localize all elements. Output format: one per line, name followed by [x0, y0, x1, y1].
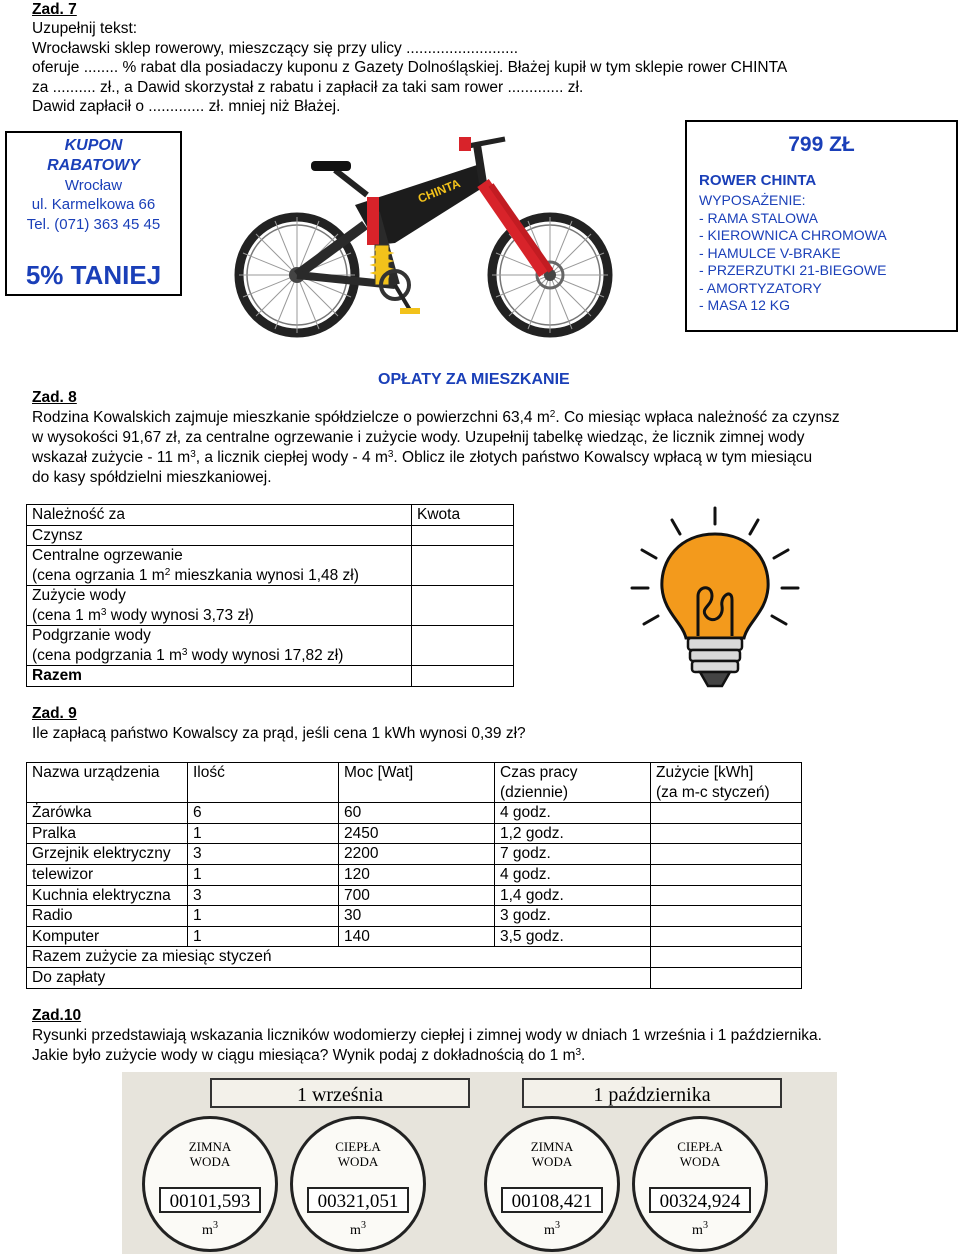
zad7-line-2: oferuje ........ % rabat dla posiadaczy kuponu z Gazety Dolnośląskiej. Błażej kupił w tym sklepie rower CHINTA	[32, 59, 788, 76]
table-row	[27, 803, 802, 824]
coupon-city: Wrocław	[64, 177, 123, 194]
table-row	[27, 947, 802, 968]
energy-cell-power: 30	[339, 906, 495, 927]
energy-cell-power: 2450	[339, 823, 495, 844]
table-row	[27, 844, 802, 865]
coupon-street: ul. Karmelkowa 66	[31, 196, 156, 213]
energy-cell-device: Żarówka	[27, 803, 188, 824]
fees-amount-cell[interactable]	[412, 546, 514, 586]
table-row	[27, 586, 514, 626]
energy-cell-device: Komputer	[27, 926, 188, 947]
energy-cell-device: telewizor	[27, 864, 188, 885]
energy-payment-cell[interactable]	[651, 967, 802, 988]
energy-cell-time: 3 godz.	[495, 906, 651, 927]
table-row	[27, 505, 514, 526]
fees-amount-cell[interactable]	[412, 525, 514, 546]
equipment-item: - AMORTYZATORY	[699, 280, 822, 296]
table-row	[27, 763, 802, 803]
equipment-item: - MASA 12 KG	[699, 297, 791, 313]
bike-brand-label: CHINTA	[415, 176, 463, 206]
equipment-item: - RAMA STALOWA	[699, 210, 819, 226]
energy-cell-device: Radio	[27, 906, 188, 927]
energy-cell-time: 4 godz.	[495, 803, 651, 824]
fees-header-amount: Kwota	[412, 505, 514, 526]
equipment-label: WYPOSAŻENIE:	[699, 192, 806, 208]
zad10-line-1: Rysunki przedstawiają wskazania liczników wodomierzy ciepłej i zimnej wody w dniach 1 września i 1 października.	[32, 1027, 822, 1044]
cold-water-meter-oct: ZIMNA WODA 00108,421 $m^3$	[484, 1116, 620, 1252]
zad7-subtitle: Uzupełnij tekst:	[32, 20, 138, 37]
zad10-title: Zad.10	[32, 1007, 82, 1024]
energy-cell-power: 2200	[339, 844, 495, 865]
energy-header-cell: Zużycie [kWh] (za m-c styczeń)	[651, 763, 802, 803]
energy-total-label: Razem zużycie za miesiąc styczeń	[27, 947, 651, 968]
zad9-question: Ile zapłacą państwo Kowalscy za prąd, jeśli cena 1 kWh wynosi 0,39 zł?	[32, 725, 526, 742]
coupon-tel: Tel. (071) 363 45 45	[26, 216, 161, 233]
energy-cell-power: 120	[339, 864, 495, 885]
bike-price: 799 ZŁ	[788, 133, 855, 156]
table-row	[27, 666, 514, 687]
bike-name: ROWER CHINTA	[699, 172, 817, 189]
fees-row-label: Podgrzanie wody (cena podgrzania 1 $m^3$ wody wynosi 17,82 zł)	[27, 626, 412, 666]
energy-total-cell[interactable]	[651, 947, 802, 968]
meter-reading: 00321,051	[307, 1187, 409, 1213]
bike-price-box	[685, 120, 958, 332]
energy-header-cell: Moc [Wat]	[339, 763, 495, 803]
zad7-line-4: Dawid zapłacił o ............. zł. mniej niż Błażej.	[32, 98, 341, 115]
zad8-line-2: w wysokości 91,67 zł, za centralne ogrzewanie i zużycie wody. Uzupełnij tabelkę wiedząc, że licznik zimnej wody	[32, 429, 805, 446]
table-row	[27, 823, 802, 844]
equipment-item: - PRZERZUTKI 21-BIEGOWE	[699, 262, 887, 278]
table-row	[27, 546, 514, 586]
fees-row-label: Zużycie wody (cena 1 $m^3$ wody wynosi 3,73 zł)	[27, 586, 412, 626]
table-row	[27, 864, 802, 885]
coupon-discount: 5% TANIEJ	[25, 260, 162, 290]
front-wheel-icon	[492, 217, 608, 333]
energy-cell-time: 4 godz.	[495, 864, 651, 885]
energy-cell-device: Kuchnia elektryczna	[27, 885, 188, 906]
zad8-line-1: Rodzina Kowalskich zajmuje mieszkanie spółdzielcze o powierzchni 63,4 $m^2$. Co miesiąc wpłaca należność za czynsz	[32, 409, 840, 426]
energy-header-cell: Czas pracy (dziennie)	[495, 763, 651, 803]
zad8-line-4: do kasy spółdzielni mieszkaniowej.	[32, 469, 272, 486]
zad7-line-1: Wrocławski sklep rowerowy, mieszczący się przy ulicy ..........................	[32, 40, 519, 57]
energy-header-cell: Nazwa urządzenia	[27, 763, 188, 803]
energy-cell-count: 1	[188, 864, 339, 885]
coupon-title-1: KUPON	[64, 137, 123, 154]
energy-cell-time: 1,4 godz.	[495, 885, 651, 906]
zad8-title: Zad. 8	[32, 389, 77, 406]
cold-water-meter-sept: ZIMNA WODA 00101,593 $m^3$	[142, 1116, 278, 1252]
energy-cell-usage[interactable]	[651, 823, 802, 844]
energy-cell-count: 3	[188, 844, 339, 865]
energy-payment-label: Do zapłaty	[27, 967, 651, 988]
fees-table	[26, 504, 514, 687]
fees-amount-cell[interactable]	[412, 626, 514, 666]
energy-cell-count: 6	[188, 803, 339, 824]
equipment-item: - HAMULCE V-BRAKE	[699, 245, 841, 261]
coupon-title-2: RABATOWY	[47, 157, 140, 174]
energy-cell-time: 7 godz.	[495, 844, 651, 865]
energy-cell-usage[interactable]	[651, 803, 802, 824]
bike-image	[215, 125, 635, 350]
energy-cell-count: 1	[188, 906, 339, 927]
energy-cell-power: 140	[339, 926, 495, 947]
energy-cell-count: 3	[188, 885, 339, 906]
table-row	[27, 967, 802, 988]
meter-reading: 00101,593	[159, 1187, 261, 1213]
energy-cell-count: 1	[188, 823, 339, 844]
water-meters-image	[122, 1072, 837, 1254]
energy-cell-device: Pralka	[27, 823, 188, 844]
equipment-item: - KIEROWNICA CHROMOWA	[699, 227, 887, 243]
table-row	[27, 906, 802, 927]
energy-cell-usage[interactable]	[651, 864, 802, 885]
meter-reading: 00324,924	[649, 1187, 751, 1213]
fees-row-label: Czynsz	[27, 525, 412, 546]
meter-reading: 00108,421	[501, 1187, 603, 1213]
energy-cell-usage[interactable]	[651, 844, 802, 865]
energy-cell-power: 60	[339, 803, 495, 824]
energy-cell-usage[interactable]	[651, 885, 802, 906]
fees-total-label: Razem	[27, 666, 412, 687]
table-row	[27, 926, 802, 947]
energy-table	[26, 762, 802, 989]
zad9-title: Zad. 9	[32, 705, 77, 722]
energy-cell-usage[interactable]	[651, 906, 802, 927]
hot-water-meter-oct: CIEPŁA WODA 00324,924 $m^3$	[632, 1116, 768, 1252]
table-row	[27, 885, 802, 906]
table-row	[27, 626, 514, 666]
fees-header-item: Należność za	[27, 505, 412, 526]
energy-header-cell: Ilość	[188, 763, 339, 803]
zad8-line-3: wskazał zużycie - 11 $m^3$, a licznik ciepłej wody - 4 $m^3$. Oblicz ile złotych państwo Kowalscy wpłacą w tym miesiącu	[32, 449, 813, 466]
zad7-line-3: za .......... zł., a Dawid skorzystał z rabatu i zapłacił za taki sam rower ............. zł.	[32, 79, 584, 96]
section-title: OPŁATY ZA MIESZKANIE	[378, 371, 570, 388]
hot-water-meter-sept: CIEPŁA WODA 00321,051 $m^3$	[290, 1116, 426, 1252]
lightbulb-icon	[620, 500, 810, 700]
energy-cell-time: 1,2 godz.	[495, 823, 651, 844]
energy-cell-count: 1	[188, 926, 339, 947]
zad7-title: Zad. 7	[32, 1, 77, 18]
zad10-line-2: Jakie było zużycie wody w ciągu miesiąca? Wynik podaj z dokładnością do 1 $m^3$.	[32, 1047, 586, 1064]
table-row	[27, 525, 514, 546]
energy-cell-device: Grzejnik elektryczny	[27, 844, 188, 865]
fees-row-label: Centralne ogrzewanie (cena ogrzania 1 $m^2$ mieszkania wynosi 1,48 zł)	[27, 546, 412, 586]
energy-cell-power: 700	[339, 885, 495, 906]
fees-amount-cell[interactable]	[412, 586, 514, 626]
meters-date-october: 1 października	[522, 1078, 782, 1108]
discount-coupon	[5, 131, 182, 296]
energy-cell-usage[interactable]	[651, 926, 802, 947]
fees-total-cell[interactable]	[412, 666, 514, 687]
energy-cell-time: 3,5 godz.	[495, 926, 651, 947]
meters-date-september: 1 września	[210, 1078, 470, 1108]
